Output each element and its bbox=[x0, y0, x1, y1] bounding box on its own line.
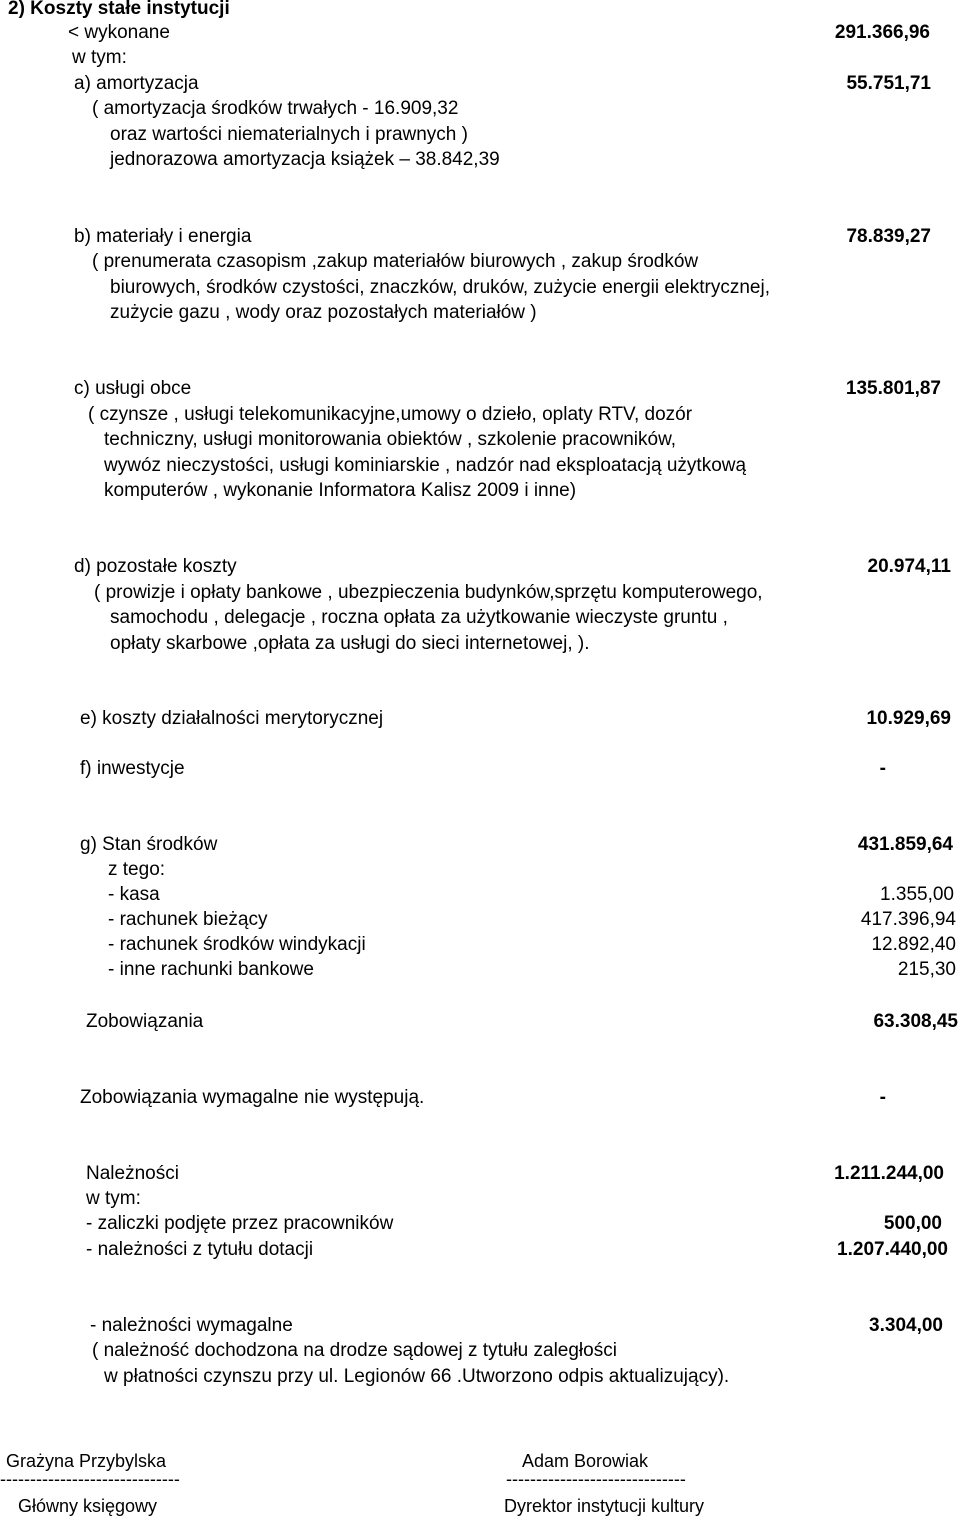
receivables-due-label: - należności wymagalne bbox=[90, 1315, 293, 1336]
e-label: e) koszty działalności merytorycznej bbox=[80, 708, 384, 729]
g-item-value: 417.396,94 bbox=[860, 909, 956, 930]
liabilities-due-value: - bbox=[879, 1087, 886, 1108]
signature-left-name: Grażyna Przybylska bbox=[6, 1451, 167, 1471]
g-item-label: - inne rachunki bankowe bbox=[108, 959, 314, 980]
executed-value: 291.366,96 bbox=[834, 22, 930, 43]
receivables-due-value: 3.304,00 bbox=[869, 1315, 943, 1336]
a-detail-line: jednorazowa amortyzacja książek – 38.842,39 bbox=[110, 149, 500, 170]
e-value: 10.929,69 bbox=[866, 708, 951, 729]
liabilities-label: Zobowiązania bbox=[86, 1011, 204, 1032]
g-label: g) Stan środków bbox=[80, 834, 218, 855]
f-value: - bbox=[879, 758, 886, 779]
liabilities-due-label: Zobowiązania wymagalne nie występują. bbox=[80, 1087, 425, 1108]
g-of-which-label: z tego: bbox=[108, 859, 166, 880]
receivables-due-detail-line: ( należność dochodzona na drodze sądowej z tytułu zaległości bbox=[92, 1340, 617, 1361]
receivables-item-label: - zaliczki podjęte przez pracowników bbox=[86, 1213, 394, 1234]
b-detail-line: zużycie gazu , wody oraz pozostałych materiałów ) bbox=[110, 302, 537, 323]
signature-right-name: Adam Borowiak bbox=[522, 1451, 649, 1471]
liabilities-value: 63.308,45 bbox=[873, 1011, 958, 1032]
c-detail-line: wywóz nieczystości, usługi kominiarskie , nadzór nad eksploatacją użytkową bbox=[104, 455, 747, 476]
receivables-item-label: - należności z tytułu dotacji bbox=[86, 1239, 314, 1260]
b-detail-line: biurowych, środków czystości, znaczków, druków, zużycie energii elektrycznej, bbox=[110, 277, 770, 298]
b-value: 78.839,27 bbox=[846, 226, 931, 247]
receivables-label: Należności bbox=[86, 1163, 179, 1184]
signature-right-line: ------------------------------ bbox=[506, 1469, 686, 1489]
c-detail-line: ( czynsze , usługi telekomunikacyjne,umowy o dzieło, oplaty RTV, dozór bbox=[88, 404, 693, 425]
d-detail-line: ( prowizje i opłaty bankowe , ubezpieczenia budynków,sprzętu komputerowego, bbox=[94, 582, 763, 603]
c-detail-line: techniczny, usługi monitorowania obiektów , szkolenie pracowników, bbox=[104, 429, 677, 450]
g-value: 431.859,64 bbox=[857, 834, 953, 855]
receivables-value: 1.211.244,00 bbox=[834, 1163, 944, 1184]
signature-right-role: Dyrektor instytucji kultury bbox=[504, 1496, 705, 1516]
section-title: 2) Koszty stałe instytucji bbox=[8, 0, 230, 19]
g-item-value: 215,30 bbox=[897, 959, 956, 980]
signature-left-role: Główny księgowy bbox=[18, 1496, 158, 1516]
receivables-due-detail-line: w płatności czynszu przy ul. Legionów 66 .Utworzono odpis aktualizujący). bbox=[104, 1366, 730, 1387]
receivables-item-value: 1.207.440,00 bbox=[837, 1239, 948, 1260]
a-label: a) amortyzacja bbox=[74, 73, 199, 94]
b-detail-line: ( prenumerata czasopism ,zakup materiałów biurowych , zakup środków bbox=[92, 251, 699, 272]
receivables-item-value: 500,00 bbox=[883, 1213, 942, 1234]
a-detail-line: ( amortyzacja środków trwałych - 16.909,32 bbox=[92, 98, 459, 119]
c-detail-line: komputerów , wykonanie Informatora Kalisz 2009 i inne) bbox=[104, 480, 577, 501]
g-item-value: 12.892,40 bbox=[871, 934, 956, 955]
d-label: d) pozostałe koszty bbox=[74, 556, 237, 577]
g-item-label: - kasa bbox=[108, 884, 160, 905]
d-detail-line: samochodu , delegacje , roczna opłata za użytkowanie wieczyste gruntu , bbox=[110, 607, 728, 628]
signature-left-line: ------------------------------ bbox=[0, 1469, 180, 1489]
including-label: w tym: bbox=[72, 47, 127, 68]
d-value: 20.974,11 bbox=[867, 556, 951, 577]
a-detail-line: oraz wartości niematerialnych i prawnych ) bbox=[110, 124, 468, 145]
executed-label: < wykonane bbox=[68, 22, 170, 43]
a-value: 55.751,71 bbox=[846, 73, 931, 94]
d-detail-line: opłaty skarbowe ,opłata za usługi do sieci internetowej, ). bbox=[110, 633, 590, 654]
c-label: c) usługi obce bbox=[74, 378, 192, 399]
receivables-including-label: w tym: bbox=[86, 1188, 141, 1209]
g-item-label: - rachunek bieżący bbox=[108, 909, 268, 930]
g-item-label: - rachunek środków windykacji bbox=[108, 934, 366, 955]
f-label: f) inwestycje bbox=[80, 758, 185, 779]
c-value: 135.801,87 bbox=[845, 378, 941, 399]
b-label: b) materiały i energia bbox=[74, 226, 252, 247]
g-item-value: 1.355,00 bbox=[880, 884, 954, 905]
